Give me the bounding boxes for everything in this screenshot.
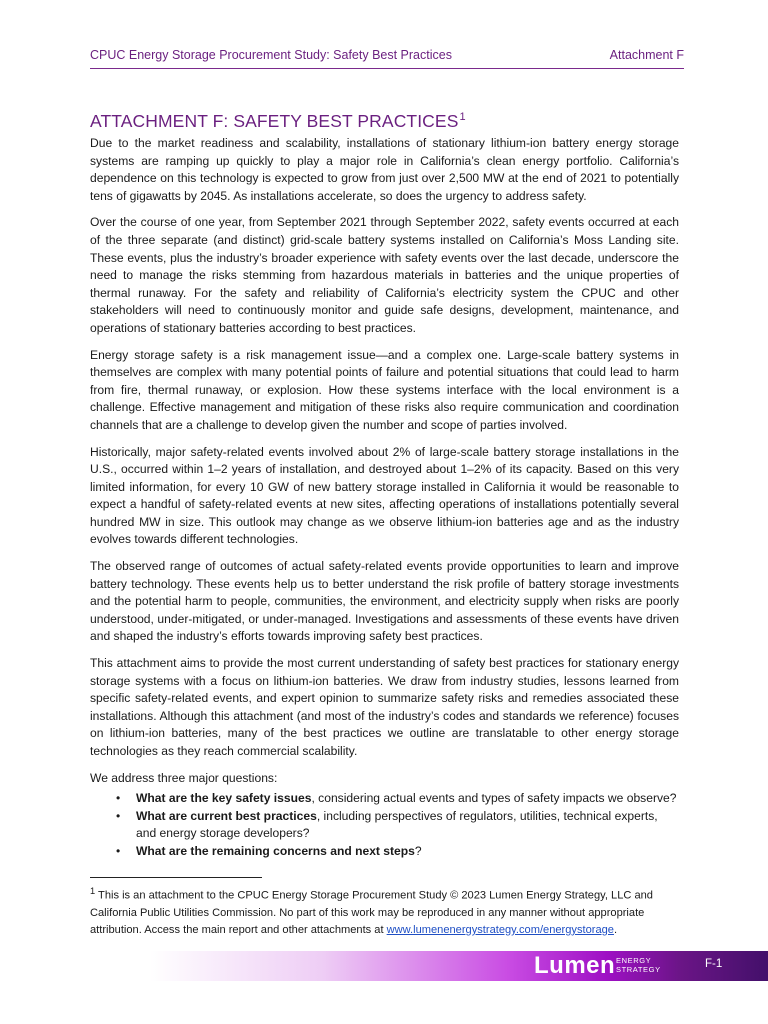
- header-study-title: CPUC Energy Storage Procurement Study: Safety Best Practices: [90, 48, 452, 62]
- body-text: [90, 135, 679, 861]
- logo-wordmark: Lumen: [534, 952, 616, 979]
- logo-tagline: [616, 956, 661, 974]
- list-item: [116, 790, 679, 808]
- paragraph: The observed range of outcomes of actual safety-related events provide opportunities to learn and improve battery technology. These events help us to better understand the risk profile of battery storage investments and the potential harm to people, communities, the environment, and electricity supply when risks are poorly understood, under-mitigated, or under-managed. Investigations and assessments of these events have driven and shaped the industry’s efforts towards improving safety best practices.: [90, 559, 679, 644]
- paragraph: Energy storage safety is a risk management issue—and a complex one. Large-scale battery systems in themselves are complex with many potential points of failure and potential situations that could lead to harm from fire, thermal runaway, or explosion. How these systems interface with the local environment is a challenge. Effective management and mitigation of these risks also require communication and coordination channels that are a challenge to develop given the number and scope of parties involved.: [90, 347, 679, 432]
- footnote-marker: 1: [90, 886, 96, 896]
- title-footnote-ref: 1: [459, 111, 466, 124]
- footnote-after: .: [613, 923, 618, 936]
- paragraph: Historically, major safety-related events involved about 2% of large-scale battery storage installations in the U.S., occurred within 1–2 years of installation, and destroyed about 1–2% of its capacity. Based on this very limited information, for every 10 GW of new battery storage installed in California it would be reasonable to expect a handful of safety-related events at new sites, affecting operations of installations potentially several hundred MW in size. This outlook may change as we observe lithium-ion batteries age and as the industry evolves towards different technologies.: [90, 444, 679, 547]
- question-bold: What are the key safety issues: [136, 791, 312, 806]
- question-rest: , including perspectives of regulators, utilities, technical experts, and energy storage developers?: [136, 808, 658, 841]
- page-title-text: ATTACHMENT F: SAFETY BEST PRACTICES: [90, 111, 459, 131]
- footnote-link[interactable]: www.lumenenergystrategy.com/energystorage: [386, 923, 614, 936]
- page-title: [90, 111, 466, 132]
- question-bold: What are current best practices: [136, 808, 317, 823]
- paragraph: Due to the market readiness and scalability, installations of stationary lithium-ion battery energy storage systems are ramping up quickly to play a major role in California’s clean energy portfolio. California’s dependence on this technology is expected to grow from just over 2,500 MW at the end of 2021 to potentially tens of gigawatts by 2045. As installations accelerate, so does the urgency to address safety.: [90, 136, 679, 203]
- question-rest: , considering actual events and types of safety impacts we observe?: [311, 791, 677, 806]
- questions-list: [90, 790, 679, 860]
- footnote-text: This is an attachment to the CPUC Energy Storage Procurement Study © 2023 Lumen Energy Strategy, LLC and California Public Utilities Commission. No part of this work may be reproduced in any manner without appropriate attribution. Access the main report and other attachments at: [90, 889, 653, 936]
- logo-tagline-line1: ENERGY: [616, 956, 652, 965]
- list-item: [116, 808, 679, 843]
- footnote-divider: [90, 877, 262, 878]
- footer-band: [150, 951, 768, 981]
- bullet-icon: •: [116, 843, 121, 858]
- list-item: [116, 843, 679, 861]
- paragraph: This attachment aims to provide the most current understanding of safety best practices for stationary energy storage systems with a focus on lithium-ion batteries. We draw from industry studies, lessons learned from specific safety-related events, and expert opinion to summarize safety risks and remedies associated these installations. Although this attachment (and most of the industry’s codes and standards we reference) focuses on lithium-ion batteries, many of the best practices we outline are translatable to other energy storage technologies as they reach commercial scalability.: [90, 656, 679, 758]
- question-bold: What are the remaining concerns and next steps: [136, 843, 415, 858]
- footnote: [90, 883, 680, 939]
- logo-tagline-line2: STRATEGY: [616, 965, 661, 974]
- running-header: [90, 46, 684, 69]
- question-rest: ?: [414, 843, 422, 858]
- bullet-icon: •: [116, 808, 121, 823]
- bullet-icon: •: [116, 791, 121, 806]
- header-attachment-label: Attachment F: [609, 48, 684, 62]
- questions-lead: We address three major questions:: [90, 770, 278, 785]
- paragraph: Over the course of one year, from September 2021 through September 2022, safety events occurred at each of the three separate (and distinct) grid-scale battery systems installed on California’s Moss Landing site. These events, plus the industry’s broader experience with safety events over the last decade, underscore the need to manage the risks stemming from hazardous materials in batteries and the unique properties of thermal runaway. For the safety and reliability of California’s electricity system the CPUC and other stakeholders will need to continuously monitor and guide safe designs, development, maintenance, and operations of stationary batteries according to best practices.: [90, 215, 679, 335]
- page-number: F-1: [705, 958, 723, 970]
